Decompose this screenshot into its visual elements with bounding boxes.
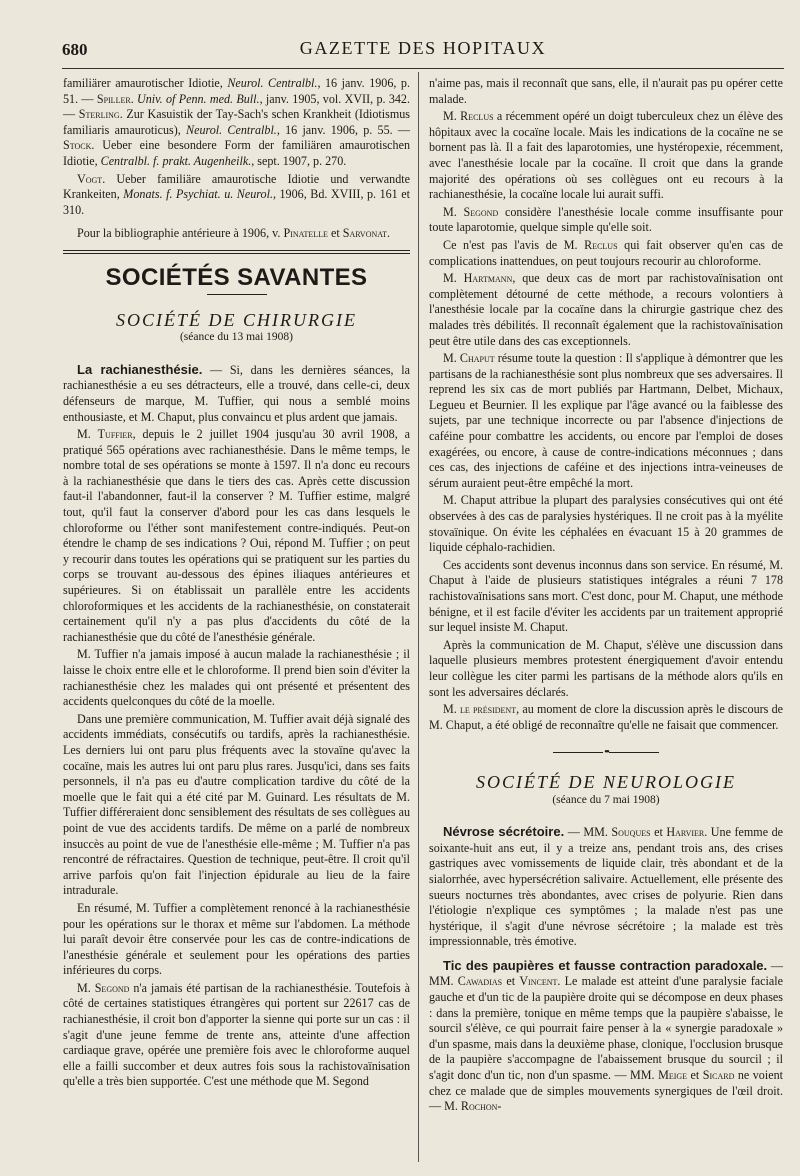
article-paragraph: n'aime pas, mais il reconnaît que sans, elle, il n'aurait pas pu opérer cette malade. xyxy=(429,76,783,106)
title-rule xyxy=(207,294,267,295)
article-paragraph: M. Segond n'a jamais été partisan de la rachianesthésie. Toutefois à côté de certaines statistiques étrangères qui portent sur 22617 cas de rachianesthésie, il croit bon d'apporter la sienne qui porte sur un cas : il s'agit d'une jeune femme de trente ans, atteinte d'une affection cardiaque grave, opérée une première fois avec le chloroforme auquel elle a failli succomber et deux autres fois sous la rachistovaïnisation qu'elle a très bien supportée. C'est une méthode que M. Segond xyxy=(63,980,410,1089)
article-paragraph: M. Hartmann, que deux cas de mort par rachistovaïnisation ont complètement détourné de cette méthode, a recours volontiers à l'anesthésie locale par la cocaïne dans la chirurgie gastrique chez des malades très débilités. Il reconnaît également que la rachistovaïnisation peut être utile dans des cas exceptionnels. xyxy=(429,271,783,348)
article-paragraph: M. Segond considère l'anesthésie locale comme insuffisante pour toute laparotomie, quelque simple qu'elle soit. xyxy=(429,204,783,235)
article-paragraph: M. Tuffier, depuis le 2 juillet 1904 jusqu'au 30 avril 1908, a pratiqué 565 opérations avec rachianesthésie. Dans le même temps, le nombre total de ses opérations se monte à 1597. Il n'a donc eu recours à la rachianesthésie que dans le tiers des cas. Après cette discussion faut-il l'abandonner, faut-il la conserver ? M. Tuffier estime, malgré tout, qu'il faut la conserver d'abord pour les cas dans lesquels le chloroforme ou l'éther sont manifestement contre-indiqués. Peut-on étendre le champ de ses indications ? Oui, répond M. Tuffier ; on peut y recourir dans toutes les opérations qui se pratiquent sur les parties du corps se trouvant au-dessous des épines iliaques antérieures et supérieures. Si on établissait un parallèle entre les accidents chloroformiques et les accidents de la rachianesthésie, on constaterait certainement qu'il n'y a pas plus d'accidents du côté de la rachianesthésie que du côté de l'anesthésie générale. xyxy=(63,427,410,644)
article-paragraph: Dans une première communication, M. Tuffier avait déjà signalé des accidents immédiats, consécutifs ou tardifs, après la rachianesthésie. Les derniers lui ont paru plus fréquents avec la stovaïne qu'avec la cocaïne, mais les autres lui ont paru plus rares. Jusqu'ici, dans ses faits personnels, il n'a pas eu d'autre complication tardive du côté de la moelle que le fait qui a été cité par M. Guinard. Les résultats de M. Tuffier différeraient donc sensiblement des résultats de ses collègues au point de vue des accidents tardifs. De même on a parlé de nombreux insuccès au point de vue de l'anesthésie elle-même ; M. Tuffier n'a pas rencontré de réfractaires. Question de technique, peut-être. Il croit qu'il arrive parfois qu'on fait l'injection épidurale au lieu de la faire intradurale. xyxy=(63,711,410,898)
article-paragraph: Après la communication de M. Chaput, s'élève une discussion dans laquelle plusieurs membres protestent énergiquement d'avoir entendu leur collègue les citer parmi les partisans de la méthode alors qu'ils en sont les adversaires déclarés. xyxy=(429,637,783,699)
article-paragraph: Tic des paupières et fausse contraction paradoxale. — MM. Cawadias et Vincent. Le malade est atteint d'une paralysie faciale gauche et d'un tic de la paupière droite qui se décompose en deux phases : dans la première, tonique en même temps que la paupière s'abaisse, le sourcil s'élève, ce qui pourrait faire penser à la « synergie paradoxale » d'un spasme, mais dans la deuxième phase, clonique, l'occlusion brusque de la paupière s'accompagne de l'abaissement brusque du sourcil ; il s'agit donc d'un tic, non d'un spasme. — MM. Meige et Sicard ne voient chez ce malade que de simples mouvements synergiques de l'œil droit. — M. Rochon- xyxy=(429,957,783,1114)
bibliography-note: Pour la bibliographie antérieure à 1906, v. Pinatelle et Sarvonat. xyxy=(77,226,391,241)
bibliography-text: Vogt. Ueber familiäre amaurotische Idiotie und verwandte Krankeiten, Monats. f. Psychiat. u. Neurol., 1906, Bd. XVIII, p. 161 et 310. xyxy=(63,171,410,217)
article-paragraph: Névrose sécrétoire. — MM. Souques et Harvier. Une femme de soixante-huit ans eut, il y a treize ans, pendant trois ans, des crises gastriques avec vomissements de liquide clair, très abondant et de la sialorrhée, avec hypersécrétion salivaire. Actuellement, elle présente des sueurs nocturnes très abondantes, avec crises de polyurie. Rien dans l'étiologie n'explique ces symptômes ; la malade n'est pas une hystérique, il s'agit d'une névrose sécrétoire ; la malade est très impressionnable, très émotive. xyxy=(429,824,783,949)
ornament-divider: •• xyxy=(429,745,783,761)
section-rule xyxy=(63,250,410,254)
article-paragraph: En résumé, M. Tuffier a complètement renoncé à la rachianesthésie pour les opérations sur le thorax et même sur l'abdomen. La méthode lui paraît devoir être conservée pour les cas de contre-indications de l'anesthésie générale et seulement pour les opérations des parties inférieures du corps. xyxy=(63,900,410,978)
session-date: (séance du 13 mai 1908) xyxy=(179,331,294,344)
article-paragraph: M. le président, au moment de clore la discussion après le discours de M. Chaput, a été obligé de reconnaître qu'elle ne faisait que commencer. xyxy=(429,702,783,732)
section-title: SOCIÉTÉS SAVANTES xyxy=(105,263,368,291)
society-title: SOCIÉTÉ DE CHIRURGIE xyxy=(116,309,357,330)
article-paragraph: Ce n'est pas l'avis de M. Reclus qui fait observer qu'en cas de complications inattendues, on peut toujours recourir au chloroforme. xyxy=(429,237,783,268)
bibliography-text: familiärer amaurotischer Idiotie, Neurol. Centralbl., 16 janv. 1906, p. 51. — Spiller. Univ. of Penn. med. Bull., janv. 1905, vol. XVII, p. 342. — Sterling. Zur Kasuistik der Tay-Sach's schen Krankheit (Idiotismus familiaris amauroticus), Neurol. Centralbl., 16 janv. 1906, p. 55. — Stock. Ueber eine besondere Form der familiären amaurotischen Idiotie, Centralbl. f. prakt. Augenheilk., sept. 1907, p. 270. xyxy=(63,76,411,168)
article-paragraph: M. Reclus a récemment opéré un doigt tuberculeux chez un élève des hôpitaux avec la cocaïne locale. Mais les indications de la cocaïne ne se bornent pas là. Il a fait des laparotomies, une hystéropexie, récemment, avec l'anesthésie locale par la cocaïne. Il croit que dans la grande majorité des opérations où ses collègues ont eu recours à la rachianesthésie, la cocaïne locale lui aurait suffi. xyxy=(429,109,783,202)
article-paragraph: La rachianesthésie. — Si, dans les dernières séances, la rachianesthésie a eu ses détracteurs, elle a trouvé, dans celle-ci, deux défenseurs de marque, M. Tuffier, qui nous a semblé moins enthousiaste, et M. Chaput, plus convaincu et plus ardent que jamais. xyxy=(63,361,410,424)
society-title: SOCIÉTÉ DE NEUROLOGIE xyxy=(476,771,736,792)
left-column xyxy=(63,76,410,1092)
page-number: 680 xyxy=(62,40,88,59)
article-paragraph: M. Chaput résume toute la question : Il s'applique à démontrer que les partisans de la rachianesthésie sont plus nombreux que ses adversaires. Il reprend les six cas de mort publiés par Hartmann, Delbet, Michaux, Legueu et Beurnier. Il les explique par l'âge avancé ou la faiblesse des sujets, par une technique incorrecte ou par l'absence d'injections de caféine pour combattre les accidents, ou encore par l'emploi de doses exagérées, ou encore, à cause de contre-indications méconnues ; dans ces cas, des injections de caféine et des injections intra-veineuses de sérum auraient peut-être empêché la mort. xyxy=(429,351,783,490)
page-header xyxy=(62,28,784,69)
right-column xyxy=(429,76,783,1117)
journal-title: GAZETTE DES HOPITAUX xyxy=(299,38,547,58)
session-date: (séance du 7 mai 1908) xyxy=(552,793,660,806)
article-paragraph: M. Tuffier n'a jamais imposé à aucun malade la rachianesthésie ; il laisse le choix entre elle et le chloroforme. Il prend bien soin d'éviter la rachianesthésie chez les malades qui ont présenté et présentent des accidents quelconques du côté de la moelle. xyxy=(63,647,410,709)
column-divider xyxy=(418,72,419,1162)
article-paragraph: M. Chaput attribue la plupart des paralysies consécutives qui ont été observées à des cas de paralysies hystériques. Il ne croit pas à la myélite stovaïnique. On évite les céphalées en évacuant 15 à 20 grammes de liquide céphalo-rachidien. xyxy=(429,493,783,555)
article-paragraph: Ces accidents sont devenus inconnus dans son service. En résumé, M. Chaput à l'aide de plusieurs statistiques intégrales a réuni 7 178 rachistovaïnisations sans mort. C'est donc, pour M. Chaput, une méthode bénigne, et il est facile d'éviter les accidents par un traitement approprié sur lequel insiste M. Chaput. xyxy=(429,557,783,635)
